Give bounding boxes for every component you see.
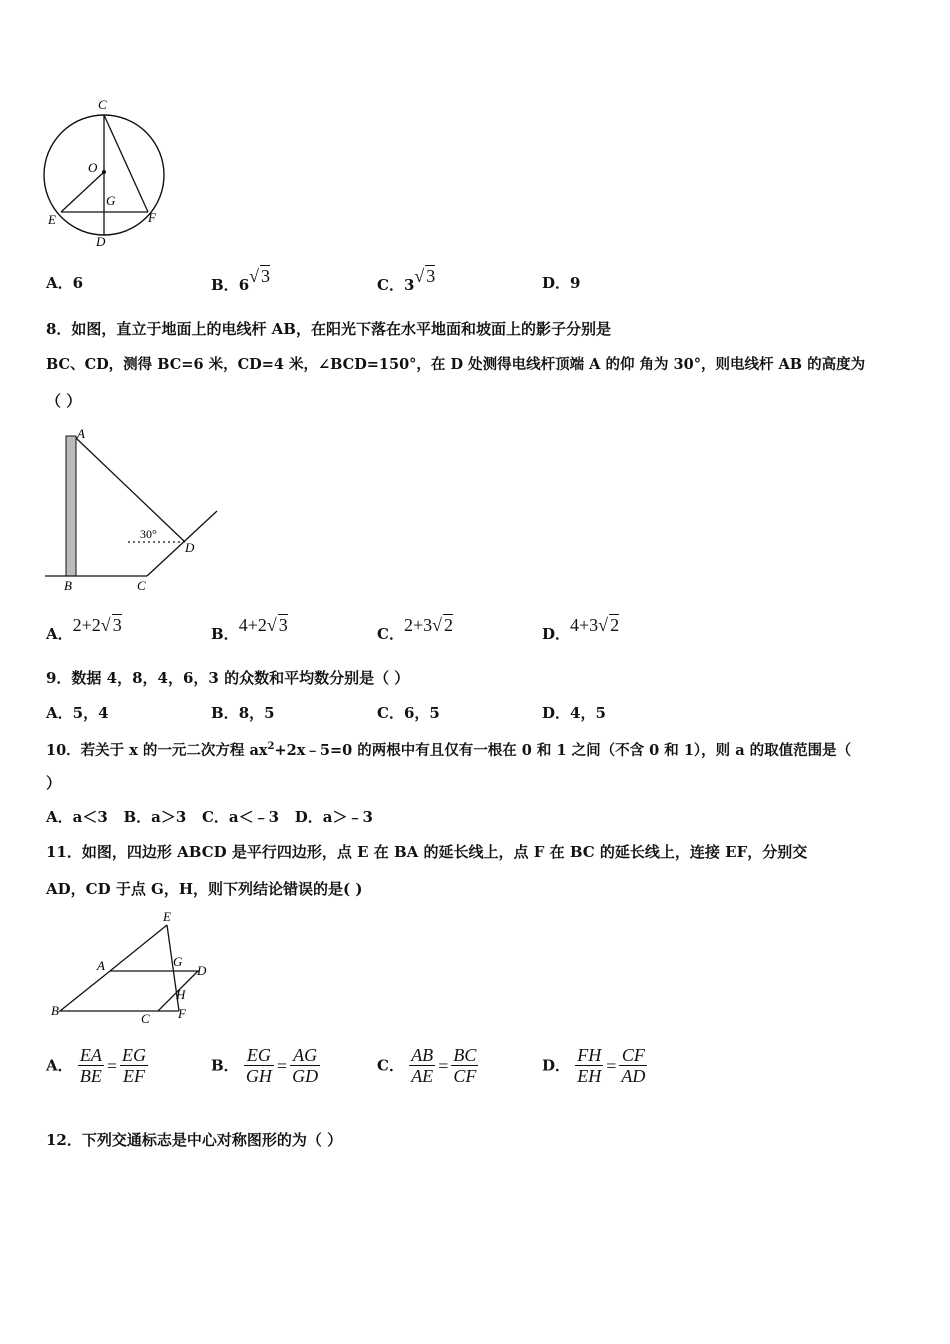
q8-stem-line1: 8．如图，直立于地面上的电线杆 AB，在阳光下落在水平地面和坡面上的影子分别是	[46, 320, 611, 338]
slope-cd	[147, 511, 217, 576]
q9-option-a[interactable]: A．5，4	[46, 704, 109, 722]
q7-option-c[interactable]: C．3√ 3	[377, 266, 436, 294]
label-f: F	[148, 210, 156, 225]
center-point	[102, 170, 106, 174]
label-e: E	[48, 212, 56, 227]
q12-stem: 12．下列交通标志是中心对称图形的为（ ）	[46, 1131, 343, 1149]
label-a: A	[77, 426, 85, 441]
q8-stem-line3: （ ）	[46, 392, 82, 410]
segment-oe	[61, 172, 104, 212]
q10-stem-line2: ）	[46, 774, 62, 792]
q9-option-c[interactable]: C．6，5	[377, 704, 440, 722]
q8-option-a[interactable]: A．2+2√ 3	[46, 615, 122, 643]
q11-option-d[interactable]: D． $\frac{FH}{EH}$ = $\frac{CF}{AD}$	[542, 1045, 646, 1086]
q7-option-a[interactable]: A．6	[46, 274, 84, 292]
q11-stem-line1: 11．如图，四边形 ABCD 是平行四边形，点 E 在 BA 的延长线上，点 F 在 BC 的延长线上，连接 EF，分别交	[46, 843, 808, 861]
angle-label: 30°	[140, 527, 157, 541]
label-h: H	[176, 987, 186, 1002]
label-f: F	[178, 1006, 186, 1021]
q11-stem-line2: AD，CD 于点 G，H，则下列结论错误的是( )	[46, 880, 363, 898]
sight-line-ad	[76, 438, 185, 542]
label-c: C	[137, 578, 146, 593]
q11-option-a[interactable]: A． $\frac{EA}{BE}$ = $\frac{EG}{EF}$	[46, 1045, 147, 1086]
label-o: O	[88, 160, 98, 175]
q9-option-d[interactable]: D．4，5	[542, 704, 606, 722]
label-g: G	[106, 193, 116, 208]
q10-options[interactable]: A．a＜3 B．a＞3 C．a＜﹣3 D．a＞﹣3	[46, 808, 373, 826]
q8-option-b[interactable]: B．4+2√ 3	[211, 615, 288, 643]
q11-option-c[interactable]: C． $\frac{AB}{AE}$ = $\frac{BC}{CF}$	[377, 1045, 477, 1086]
pole-ab	[66, 436, 76, 576]
label-b: B	[51, 1003, 59, 1018]
label-c: C	[141, 1011, 150, 1026]
q7-circle-figure	[38, 96, 173, 251]
q7-option-d[interactable]: D．9	[542, 274, 581, 292]
q8-pole-figure	[40, 424, 225, 594]
q11-option-b[interactable]: B． $\frac{EG}{GH}$ = $\frac{AG}{GD}$	[211, 1045, 319, 1086]
label-d: D	[185, 540, 195, 555]
label-d: D	[197, 963, 207, 978]
label-d: D	[96, 234, 106, 249]
q9-stem: 9．数据 4，8，4，6，3 的众数和平均数分别是（ ）	[46, 669, 410, 687]
line-ae	[110, 925, 167, 971]
label-g: G	[173, 954, 183, 969]
label-c: C	[98, 97, 107, 112]
label-e: E	[163, 909, 171, 924]
q7-option-b[interactable]: B．6√ 3	[211, 266, 271, 294]
q10-stem-line1: 10．若关于 x 的一元二次方程 $ax^2+2x﹣5=0$ 的两根中有且仅有一根在 0 和 1 之间（不含 0 和 1），则 a 的取值范围是（	[46, 741, 852, 759]
q8-option-d[interactable]: D．4+3√ 2	[542, 615, 620, 643]
label-a: A	[97, 958, 105, 973]
q8-option-c[interactable]: C．2+3√ 2	[377, 615, 453, 643]
q8-stem-line2: BC、CD，测得 BC=6 米，CD=4 米，∠BCD=150°，在 D 处测得电线杆顶端 A 的仰 角为 30°，则电线杆 AB 的高度为	[46, 356, 866, 373]
label-b: B	[64, 578, 72, 593]
q9-option-b[interactable]: B．8，5	[211, 704, 275, 722]
q11-parallelogram-figure	[45, 908, 220, 1028]
